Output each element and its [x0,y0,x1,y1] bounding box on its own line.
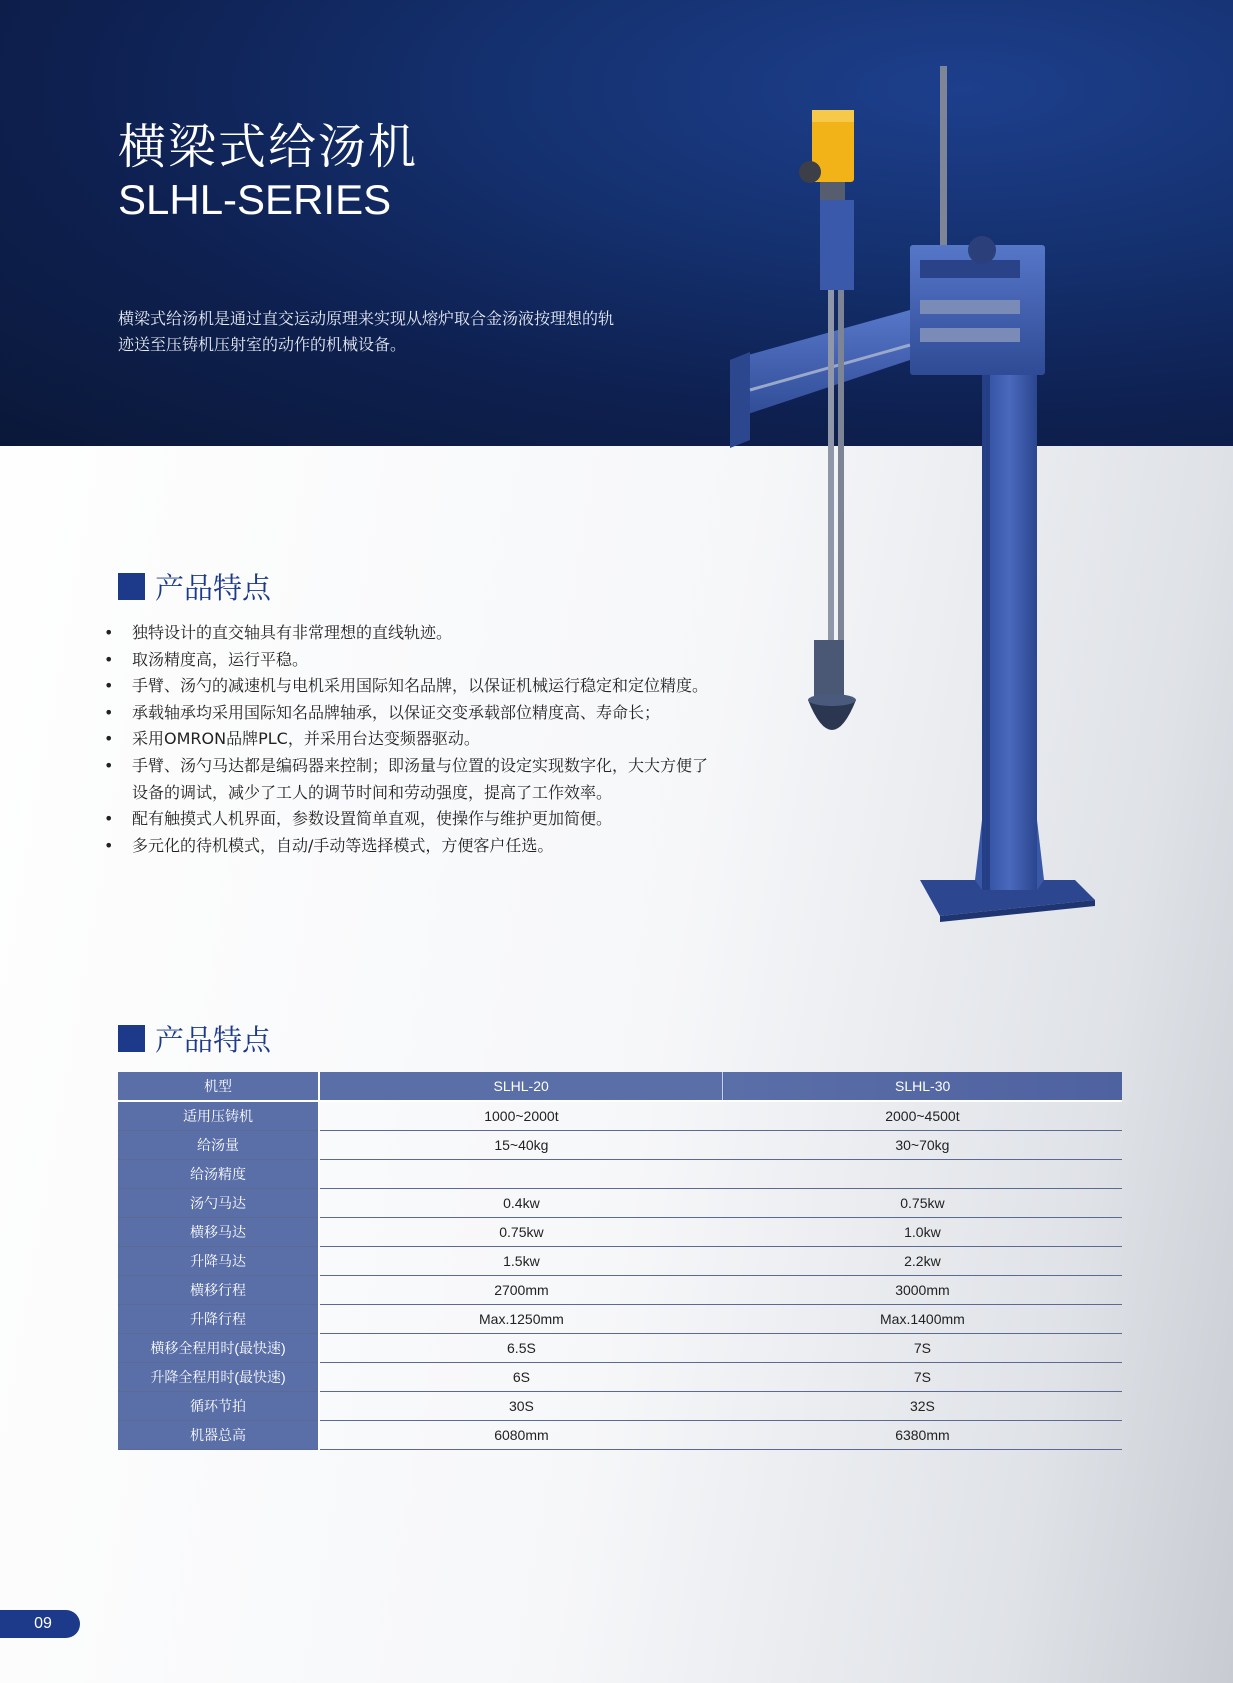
page-title: 横梁式给汤机 [118,119,419,175]
table-cell: 15~40kg [319,1131,723,1160]
table-row [118,1247,1122,1276]
row-label: 横移马达 [118,1218,319,1247]
row-label: 升降行程 [118,1305,319,1334]
row-label: 给汤精度 [118,1160,319,1189]
feature-text: 承载轴承均采用国际知名品牌轴承，以保证交变承载部位精度高、寿命长； [132,702,661,722]
spec-heading-text: 产品特点 [155,1023,272,1057]
table-cell: 7S [723,1334,1122,1363]
feature-item [102,726,708,753]
table-row [118,1160,1122,1189]
table-cell: 30~70kg [723,1131,1122,1160]
table-cell: 2000~4500t [723,1101,1122,1131]
feature-item [102,700,708,727]
feature-text: 手臂、汤勺的减速机与电机采用国际知名品牌，以保证机械运行稳定和定位精度。 [132,676,709,696]
bullet-icon: • [104,676,114,696]
feature-item [102,647,708,674]
table-row [118,1131,1122,1160]
row-label: 升降马达 [118,1247,319,1276]
features-heading [118,566,271,607]
table-cell: 2700mm [319,1276,723,1305]
table-cell: 32S [723,1392,1122,1421]
feature-text: 取汤精度高，运行平稳。 [132,649,309,669]
row-label: 横移行程 [118,1276,319,1305]
table-row [118,1392,1122,1421]
table-cell: 1.0kw [723,1218,1122,1247]
bullet-icon: • [104,649,114,669]
table-cell [723,1160,1122,1189]
table-row [118,1218,1122,1247]
feature-text: 采用OMRON品牌PLC，并采用台达变频器驱动。 [132,729,480,749]
row-label: 横移全程用时(最快速) [118,1334,319,1363]
feature-item [102,620,708,647]
row-label: 适用压铸机 [118,1101,319,1131]
table-row [118,1334,1122,1363]
row-label: 汤勺马达 [118,1189,319,1218]
feature-item [102,833,708,860]
feature-text: 独特设计的直交轴具有非常理想的直线轨迹。 [132,623,453,642]
table-cell: 1000~2000t [319,1101,723,1131]
table-cell: Max.1250mm [319,1305,723,1334]
square-marker-icon [118,573,145,600]
feature-text: 多元化的待机模式，自动/手动等选择模式，方便客户任选。 [132,835,554,855]
row-label: 升降全程用时(最快速) [118,1363,319,1392]
spec-heading [118,1018,271,1059]
bullet-icon: • [104,755,114,775]
bullet-icon: • [104,702,114,722]
table-cell: 0.4kw [319,1189,723,1218]
feature-item [102,806,708,833]
square-marker-icon [118,1025,145,1052]
bullet-icon: • [104,623,114,642]
spec-table-header [118,1072,1122,1101]
table-cell: 6.5S [319,1334,723,1363]
product-description: 横梁式给汤机是通过直交运动原理来实现从熔炉取合金汤液按理想的轨迹送至压铸机压射室的动作的机械设备。 [118,309,615,354]
feature-item [102,673,708,700]
table-row [118,1421,1122,1450]
bullet-icon: • [104,809,114,829]
table-cell: 7S [723,1363,1122,1392]
feature-text-continued: 设备的调试，减少了工人的调节时间和劳动强度，提高了工作效率。 [132,782,613,802]
table-cell: 1.5kw [319,1247,723,1276]
table-cell: Max.1400mm [723,1305,1122,1334]
spec-table [118,1072,1122,1450]
table-cell: 0.75kw [723,1189,1122,1218]
table-cell: 6080mm [319,1421,723,1450]
table-cell: 2.2kw [723,1247,1122,1276]
table-cell: 30S [319,1392,723,1421]
feature-list [102,620,708,859]
page-number: 09 [0,1610,80,1638]
row-label: 机器总高 [118,1421,319,1450]
table-row [118,1305,1122,1334]
table-cell: 0.75kw [319,1218,723,1247]
features-heading-text: 产品特点 [155,571,272,605]
feature-text: 手臂、汤勺马达都是编码器来控制；即汤量与位置的设定实现数字化，大大方便了 [132,755,709,775]
header-cell-slhl20: SLHL-20 [319,1072,723,1101]
feature-item [102,753,708,806]
table-row [118,1363,1122,1392]
table-row [118,1101,1122,1131]
series-title: SLHL-SERIES [118,176,392,223]
header-cell-model: 机型 [118,1072,319,1101]
table-cell [319,1160,723,1189]
row-label: 循环节拍 [118,1392,319,1421]
table-cell: 6S [319,1363,723,1392]
table-row [118,1189,1122,1218]
row-label: 给汤量 [118,1131,319,1160]
bullet-icon: • [104,729,114,749]
table-row [118,1276,1122,1305]
header-cell-slhl30: SLHL-30 [723,1072,1122,1101]
feature-text: 配有触摸式人机界面，参数设置简单直观，使操作与维护更加简便。 [132,809,613,829]
bullet-icon: • [104,835,114,855]
table-cell: 6380mm [723,1421,1122,1450]
table-cell: 3000mm [723,1276,1122,1305]
ladle-machine-illustration [720,60,1100,930]
